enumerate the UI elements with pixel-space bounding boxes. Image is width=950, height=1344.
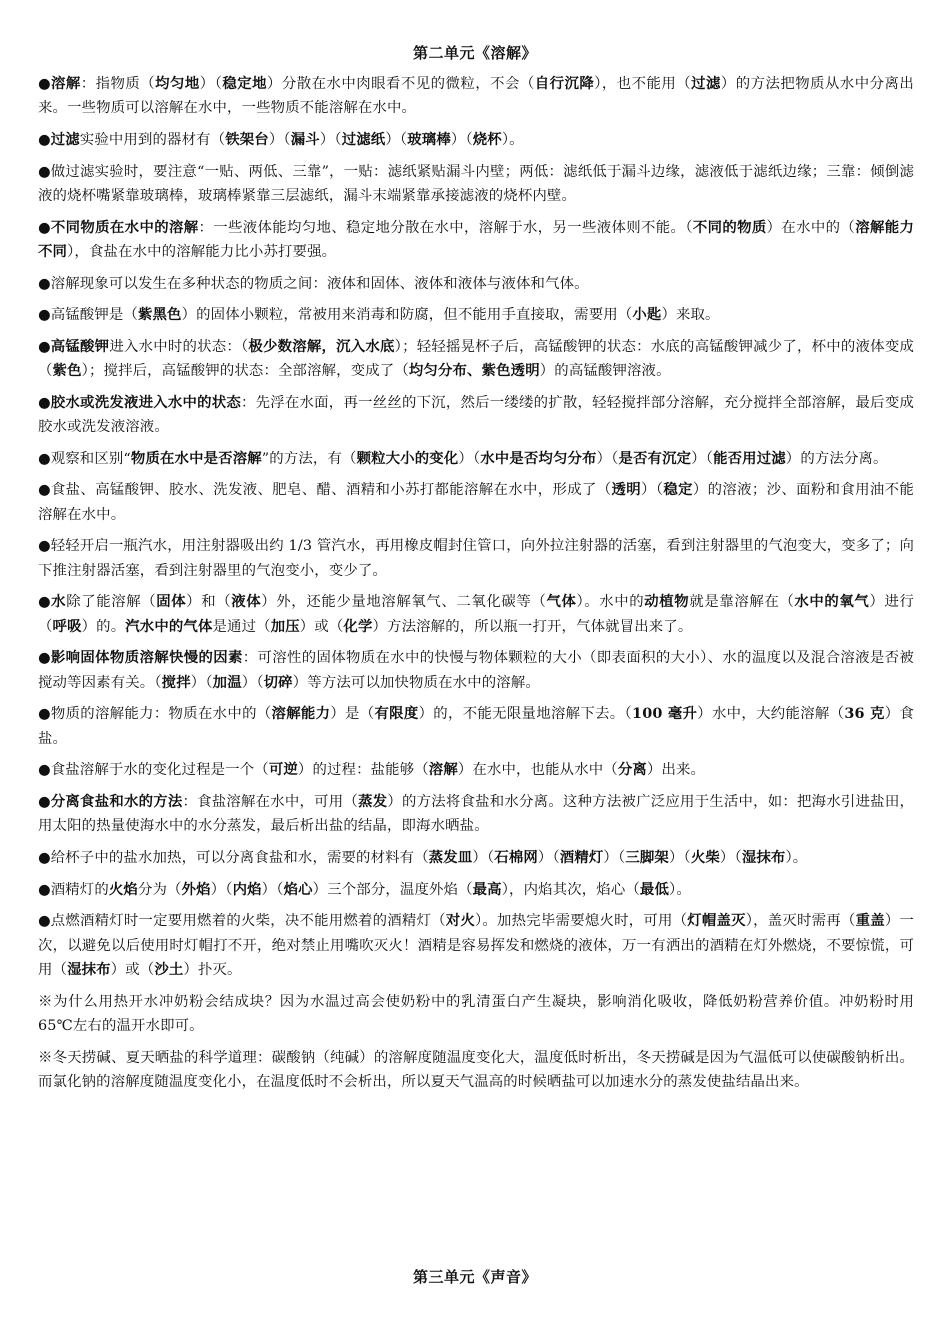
paragraph — [38, 160, 914, 209]
bold-text: 搅拌 — [161, 673, 191, 691]
text-run: ）（ — [691, 450, 714, 467]
text-run: ※为什么用热开水冲奶粉会结成块？因为水温过高会使奶粉中的乳清蛋白产生凝块，影响消化吸收，降低奶粉营养价值。冲奶粉时用 65℃左右的温开水即可。 — [38, 993, 914, 1034]
text-run: ）扑灭。 — [183, 961, 242, 978]
text-run: ）水中，大约能溶解（ — [697, 706, 845, 723]
text-run: ）或（ — [110, 961, 155, 978]
bold-text: ●不同物质在水中的溶解 — [38, 218, 199, 236]
text-run: ）（ — [472, 849, 495, 866]
bold-text: 紫色 — [52, 362, 82, 380]
text-run: ）方法溶解的，所以瓶一打开，气体就冒出来了。 — [372, 618, 693, 635]
text-run: ）出来。 — [646, 762, 706, 779]
text-run: ）（ — [596, 450, 619, 467]
text-run: ：指物质（ — [80, 76, 156, 92]
bold-text: 液体 — [231, 593, 262, 611]
bold-text: ●溶解 — [38, 75, 81, 92]
bold-text: 极少数溶解，沉入水底 — [248, 337, 395, 355]
text-run: ）。加热完毕需要熄火时，可用（ — [475, 913, 688, 930]
text-run: ）的方法把物质从水中分离出来。一些物质可以溶解在水中，一些物质不能溶解在水中。 — [38, 76, 914, 117]
paragraph — [38, 391, 914, 440]
text-run: ※冬天捞碱、夏天晒盐的科学道理：碳酸钠（纯碱）的溶解度随温度变化大，温度低时析出，冬天捞碱是因为气温低可以使碳酸钠析出。而氯化钠的溶解度随温度变化小，在温度低时不会析出，所以夏天气温高的时候晒盐可以加速水分的蒸发使盐结晶出来。 — [38, 1049, 914, 1090]
text-run: ）；搅拌后，高锰酸钾的状态：全部溶解，变成了（ — [81, 363, 409, 380]
text-run: ）在水中，也能从水中（ — [457, 762, 618, 779]
note-paragraph — [38, 1046, 914, 1095]
paragraph — [38, 702, 914, 751]
text-run: 就是靠溶解在（ — [689, 594, 795, 611]
paragraph — [38, 646, 914, 695]
paragraph — [38, 758, 914, 782]
bold-text: 稳定 — [663, 481, 693, 499]
text-run: ）的溶液；沙、面粉和食用油不能溶解在水中。 — [38, 482, 914, 523]
text-run: ）（ — [450, 132, 473, 148]
text-run: ）和（ — [186, 594, 232, 611]
bold-text: 固体 — [156, 593, 187, 611]
text-run: ）的过程：盐能够（ — [297, 762, 429, 779]
text-run: ）外，还能少量地溶解氧气、二氧化碳等（ — [261, 594, 547, 611]
text-run: ）的高锰酸钾溶液。 — [539, 363, 671, 380]
bold-text: 物质在水中是否溶解 — [130, 449, 262, 467]
bold-text: 酒精灯 — [559, 848, 604, 866]
bold-text: 气体 — [546, 593, 577, 611]
text-run: ）（ — [319, 132, 342, 148]
text-run: ●观察和区别“ — [38, 450, 131, 467]
text-run: ：一些液体能均匀地、稳定地分散在水中，溶解于水，另一些液体则不能。（ — [198, 219, 693, 236]
text-run: ）（ — [199, 76, 223, 92]
bold-text: 玻璃棒 — [407, 131, 451, 148]
bold-text: ●胶水或洗发液进入水中的状态 — [38, 393, 242, 411]
paragraph — [38, 128, 914, 152]
text-run: ：先浮在水面，再一丝丝的下沉，然后一缕缕的扩散，轻轻搅拌部分溶解，充分搅拌全部溶解，最后变成胶水或洗发液溶液。 — [38, 394, 914, 436]
unit-3-title: 第三单元《声音》 — [412, 1268, 537, 1286]
text-run: ）的方法分离。 — [785, 450, 888, 467]
text-run: ），也不能用（ — [594, 76, 692, 92]
bold-text: 能否用过滤 — [713, 449, 786, 467]
bold-text: 蒸发 — [358, 792, 388, 810]
text-run: ）的，不能无限量地溶解下去。（ — [418, 706, 633, 723]
text-run: ●做过滤实验时，要注意“一贴、两低、三靠”，一贴：滤纸紧贴漏斗内壁；两低：滤纸低于漏斗边缘，滤液低于滤纸边缘；三靠：倾倒滤液的烧杯嘴紧靠玻璃棒，玻璃棒紧靠三层滤纸，漏斗末端紧靠承接滤液的烧杯内壁。 — [38, 163, 914, 204]
text-run: ）。水中的 — [576, 594, 645, 611]
bold-text: 汽水中的气体 — [125, 617, 213, 635]
text-run: 进入水中时的状态：（ — [109, 338, 249, 355]
text-run: ）三个部分，温度外焰（ — [312, 881, 473, 898]
unit-2-title: 第二单元《溶解》 — [412, 44, 537, 62]
bold-text: 重盖 — [855, 912, 885, 930]
bold-text: 湿抹布 — [741, 848, 786, 866]
text-run: ：食盐溶解在水中，可用（ — [182, 793, 359, 810]
bold-text: 铁架台 — [225, 131, 269, 148]
bold-text: 溶解能力不同 — [38, 218, 914, 260]
bold-text: 焰心 — [283, 880, 313, 898]
text-run: ）。 — [785, 849, 808, 866]
text-run: 实验中用到的器材有（ — [79, 132, 226, 148]
text-run: ）（ — [385, 132, 408, 148]
text-run: ）（ — [210, 881, 233, 898]
text-run: ）；轻轻摇晃杯子后，高锰酸钾的状态：水底的高锰酸钾减少了，杯中的液体变成（ — [38, 338, 914, 380]
note-paragraph — [38, 990, 914, 1039]
bold-text: 动植物 — [644, 593, 690, 611]
bold-text: ●影响固体物质溶解快慢的因素 — [38, 649, 243, 667]
bold-text: 是否有沉定 — [618, 449, 692, 467]
bold-text: 石棉网 — [494, 848, 538, 866]
bold-text: 不同的物质 — [692, 218, 767, 236]
bold-text: 火柴 — [690, 848, 720, 866]
unit-2-content — [38, 72, 914, 1102]
text-run: ）。 — [669, 881, 691, 898]
text-run: ）（ — [537, 849, 560, 866]
bold-text: 透明 — [611, 481, 642, 499]
bold-text: 颗粒大小的变化 — [356, 449, 459, 467]
bold-text: 小匙 — [632, 306, 662, 324]
bold-text: 烧杯 — [472, 131, 502, 148]
bold-text: 溶解能力 — [271, 705, 331, 723]
text-run: ：可溶性的固体物质在水中的快慢与物体颗粒的大小（即表面积的大小）、水的温度以及混合溶液是否被搅动等因素有关。（ — [38, 650, 914, 691]
paragraph — [38, 216, 914, 265]
paragraph — [38, 534, 914, 583]
bold-text: 自行沉降 — [534, 75, 595, 92]
text-run: ）一次，以避免以后使用时灯帽打不开，绝对禁止用嘴吹灭火！酒精是容易挥发和燃烧的液体，万一有洒出的酒精在灯外燃烧，不要惊慌，可用（ — [38, 913, 914, 978]
bold-text: 火焰 — [108, 880, 138, 898]
text-run: ●点燃酒精灯时一定要用燃着的火柴，决不能用燃着的酒精灯（ — [38, 913, 446, 930]
bold-text: 可逆 — [268, 761, 298, 779]
paragraph — [38, 303, 914, 327]
text-run: ●轻轻开启一瓶汽水，用注射器吸出约 1/3 管汽水，再用橡皮帽封住管口，向外拉注射器的活塞，看到注射器里的气泡变大，变多了；向下推注射器活塞，看到注射器里的气泡变小，变少了。 — [38, 538, 914, 579]
text-run: ），食盐在水中的溶解能力比小苏打要强。 — [67, 244, 337, 260]
text-run: 分为（ — [137, 881, 182, 898]
paragraph — [38, 335, 914, 384]
bold-text: 沙土 — [154, 960, 184, 978]
bold-text: 漏斗 — [290, 131, 320, 148]
paragraph — [38, 447, 914, 471]
text-run: ●溶解现象可以发生在多种状态的物质之间：液体和固体、液体和液体与液体和气体。 — [38, 275, 589, 292]
text-run: ）进行（ — [38, 594, 914, 635]
text-run: ），内焰其次，焰心（ — [501, 881, 640, 898]
text-run: ）（ — [190, 674, 213, 691]
text-run: 除了能溶解（ — [66, 594, 157, 611]
paragraph — [38, 790, 914, 839]
text-run: ）（ — [603, 849, 626, 866]
paragraph — [38, 846, 914, 870]
bold-text: 36 克 — [844, 705, 885, 723]
bold-text: 对火 — [445, 912, 475, 930]
bold-text: 呼吸 — [52, 617, 82, 635]
bold-text: 过滤纸 — [341, 131, 386, 148]
bold-text: 水中是否均匀分布 — [480, 449, 597, 467]
text-run: ）或（ — [299, 618, 344, 635]
text-run: ）食盐。 — [38, 706, 914, 747]
text-run: ）（ — [268, 132, 291, 148]
text-run: ）（ — [641, 482, 664, 499]
paragraph — [38, 478, 914, 527]
bold-text: 蒸发皿 — [428, 848, 473, 866]
text-run: ）的。 — [81, 618, 126, 635]
text-run: ●给杯子中的盐水加热，可以分离食盐和水，需要的材料有（ — [38, 849, 429, 866]
text-run: ”的方法，有（ — [261, 450, 357, 467]
bold-text: 有限度 — [374, 705, 419, 723]
text-run: ）是（ — [330, 706, 375, 723]
text-run: ）的方法将食盐和水分离。这种方法被广泛应用于生活中，如：把海水引进盐田，用太阳的热量使海水中的水分蒸发，最后析出盐的结晶，即海水晒盐。 — [38, 793, 914, 835]
bold-text: 稳定地 — [222, 75, 267, 92]
bold-text: ●水 — [38, 593, 67, 611]
bold-text: 湿抹布 — [67, 960, 111, 978]
text-run: ）（ — [719, 849, 742, 866]
bold-text: 化学 — [343, 617, 373, 635]
text-run: ）等方法可以加快物质在水中的溶解。 — [292, 674, 540, 691]
bold-text: 紫黑色 — [137, 306, 182, 324]
text-run: ）的固体小颗粒，常被用来消毒和防腐，但不能用手直接取，需要用（ — [181, 307, 633, 324]
bold-text: 均匀分布、紫色透明 — [408, 362, 540, 380]
text-run: ）（ — [261, 881, 284, 898]
text-run: ●高锰酸钾是（ — [38, 307, 138, 324]
text-run: ●物质的溶解能力：物质在水中的（ — [38, 706, 272, 723]
text-run: 是通过（ — [212, 618, 271, 635]
bold-text: 灯帽盖灭 — [687, 912, 746, 930]
text-run: ）来取。 — [661, 307, 720, 324]
paragraph — [38, 878, 914, 902]
paragraph — [38, 272, 914, 296]
text-run: ●食盐溶解于水的变化过程是一个（ — [38, 762, 269, 779]
bold-text: 最低 — [639, 880, 670, 898]
paragraph — [38, 590, 914, 639]
bold-text: 最高 — [472, 880, 502, 898]
text-run: ）（ — [668, 849, 691, 866]
paragraph — [38, 909, 914, 982]
bold-text: 加温 — [212, 673, 242, 691]
text-run: ），盖灭时需再（ — [745, 913, 856, 930]
bold-text: 外焰 — [181, 880, 211, 898]
bold-text: 分离 — [617, 761, 647, 779]
bold-text: 均匀地 — [155, 75, 200, 92]
bold-text: 水中的氧气 — [794, 593, 870, 611]
text-run: ●酒精灯的 — [38, 881, 109, 898]
bold-text: 过滤 — [691, 75, 721, 92]
bold-text: 三脚架 — [625, 848, 669, 866]
bold-text: 加压 — [270, 617, 300, 635]
text-run: ）。 — [501, 132, 524, 148]
bold-text: ●高锰酸钾 — [38, 337, 110, 355]
text-run: ）在水中的（ — [766, 219, 856, 236]
bold-text: 溶解 — [428, 761, 458, 779]
text-run: ）分散在水中肉眼看不见的微粒，不会（ — [266, 76, 535, 92]
bold-text: 内焰 — [232, 880, 262, 898]
bold-text: ●过滤 — [38, 131, 80, 148]
text-run: ）（ — [241, 674, 264, 691]
paragraph — [38, 72, 914, 121]
text-run: ●食盐、高锰酸钾、胶水、洗发液、肥皂、醋、酒精和小苏打都能溶解在水中，形成了（ — [38, 482, 612, 499]
bold-text: ●分离食盐和水的方法 — [38, 792, 183, 810]
text-run: ）（ — [458, 450, 481, 467]
bold-text: 切碎 — [263, 673, 293, 691]
bold-text: 100 毫升 — [632, 705, 698, 723]
